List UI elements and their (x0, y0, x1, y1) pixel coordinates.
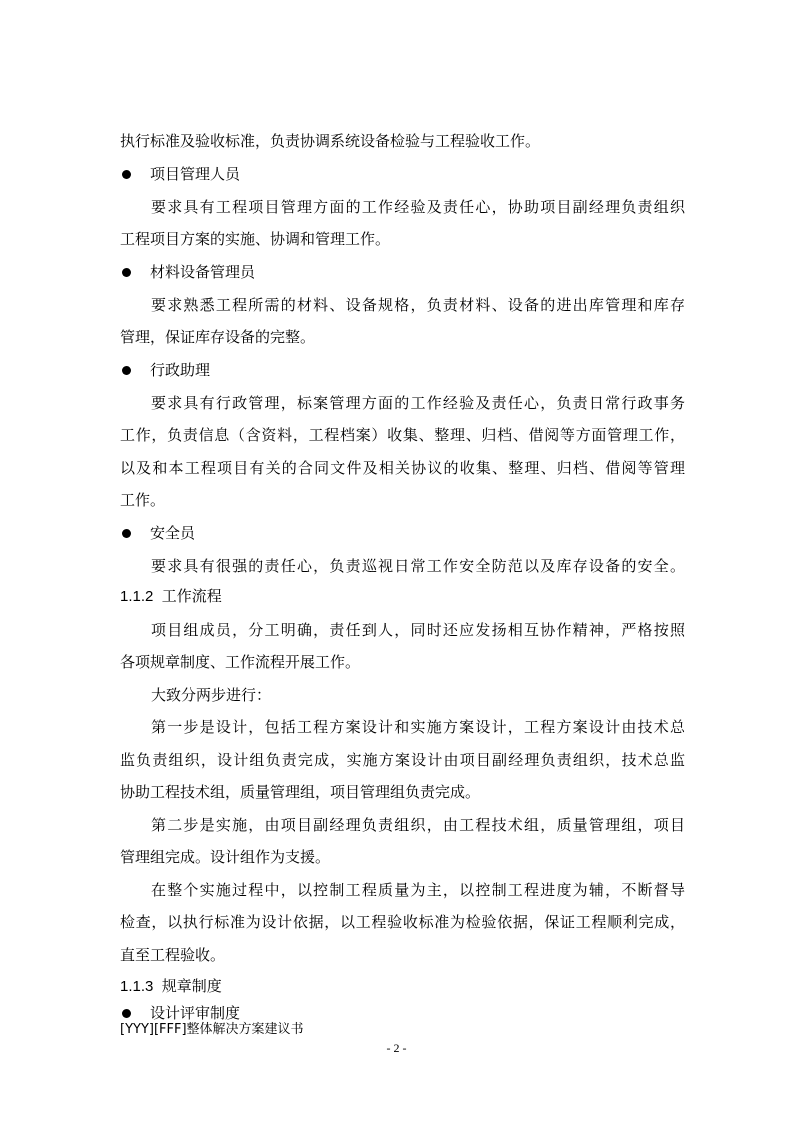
body-text-line: 要求具有很强的责任心，负责巡视日常工作安全防范以及库存设备的安全。 (151, 557, 685, 575)
body-text-line: 第二步是实施，由项目副经理负责组织，由工程技术组，质量管理组，项目 (151, 816, 685, 834)
bullet-item-design-review: 设计评审制度 (150, 1004, 241, 1022)
body-text-line: 要求熟悉工程所需的材料、设备规格，负责材料、设备的进出库管理和库存 (151, 296, 685, 314)
body-text-line: 各项规章制度、工作流程开展工作。 (120, 653, 361, 671)
body-text-line: 要求具有行政管理，标案管理方面的工作经验及责任心，负责日常行政事务 (151, 394, 685, 412)
body-text-line: 工程项目方案的实施、协调和管理工作。 (120, 230, 391, 248)
bullet-icon (122, 366, 131, 375)
section-heading: 1.1.2 工作流程 (120, 588, 222, 605)
body-text-line: 工作，负责信息（含资料，工程档案）收集、整理、归档、借阅等方面管理工作， (120, 426, 685, 444)
bullet-icon (122, 1009, 131, 1018)
body-text-line: 管理组完成。设计组作为支援。 (120, 848, 331, 866)
body-text-line: 工作。 (120, 491, 166, 509)
bullet-icon (122, 529, 131, 538)
body-text-line: 检查，以执行标准为设计依据，以工程验收标准为检验依据，保证工程顺利完成， (120, 913, 685, 931)
body-text-line: 第一步是设计，包括工程方案设计和实施方案设计，工程方案设计由技术总 (151, 718, 685, 736)
page-number: - 2 - (386, 1041, 407, 1055)
bullet-icon (122, 268, 131, 277)
body-text-line: 在整个实施过程中，以控制工程质量为主，以控制工程进度为辅，不断督导 (151, 881, 685, 899)
body-text-line: 协助工程技术组，质量管理组，项目管理组负责完成。 (120, 783, 481, 801)
bullet-item-admin-assistant: 行政助理 (150, 361, 211, 379)
body-text-line: 大致分两步进行： (151, 686, 272, 704)
bullet-item-material-manager: 材料设备管理员 (150, 263, 256, 281)
body-text-line: 以及和本工程项目有关的合同文件及相关协议的收集、整理、归档、借阅等管理 (120, 459, 685, 477)
bullet-item-safety-officer: 安全员 (150, 524, 196, 542)
section-heading: 1.1.3 规章制度 (120, 978, 222, 995)
footer-doc-title: [YYY][FFF]整体解决方案建议书 (120, 1022, 304, 1037)
body-text-line: 要求具有工程项目管理方面的工作经验及责任心，协助项目副经理负责组织 (151, 198, 685, 216)
bullet-icon (122, 170, 131, 179)
body-text-line: 执行标准及验收标准，负责协调系统设备检验与工程验收工作。 (120, 132, 541, 150)
body-text-line: 监负责组织，设计组负责完成，实施方案设计由项目副经理负责组织，技术总监 (120, 751, 685, 769)
body-text-line: 管理，保证库存设备的完整。 (120, 328, 316, 346)
body-text-line: 直至工程验收。 (120, 946, 226, 964)
body-text-line: 项目组成员，分工明确，责任到人，同时还应发扬相互协作精神，严格按照 (151, 621, 685, 639)
bullet-item-project-manager: 项目管理人员 (150, 165, 241, 183)
